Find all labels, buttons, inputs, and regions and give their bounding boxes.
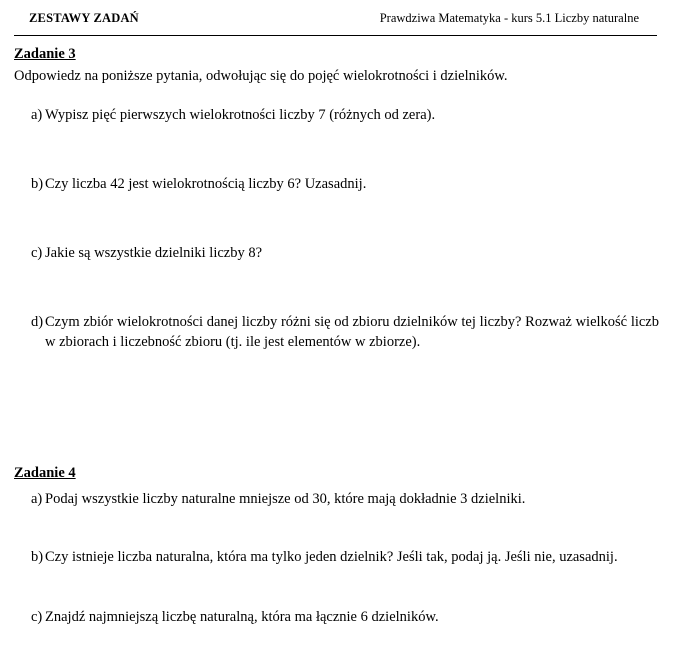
item-label: b) xyxy=(31,175,44,192)
item-label: d) xyxy=(31,314,44,331)
task-block-4 xyxy=(14,464,662,627)
list-item xyxy=(14,175,662,194)
list-item xyxy=(14,244,662,263)
item-text: Czy istnieje liczba naturalna, która ma tylko jeden dzielnik? Jeśli tak, podaj ją. Jeśli nie, uzasadnij. xyxy=(45,549,618,566)
header-right-title: Prawdziwa Matematyka - kurs 5.1 Liczby naturalne xyxy=(379,11,639,25)
list-item xyxy=(14,313,662,352)
list-item xyxy=(14,608,662,627)
item-text: Podaj wszystkie liczby naturalne mniejsze od 30, które mają dokładnie 3 dzielniki. xyxy=(45,491,526,507)
list-item xyxy=(14,490,662,509)
page-header xyxy=(14,11,657,35)
list-item xyxy=(14,548,662,567)
item-text: Jakie są wszystkie dzielniki liczby 8? xyxy=(45,245,263,262)
task-title-3: Zadanie 3 xyxy=(14,46,76,62)
list-item xyxy=(14,106,662,125)
item-label: a) xyxy=(31,491,43,507)
task-intro-3: Odpowiedz na poniższe pytania, odwołując się do pojęć wielokrotności i dzielników. xyxy=(14,68,508,84)
header-divider xyxy=(14,35,657,36)
task-items-3 xyxy=(14,106,662,352)
item-text: Wypisz pięć pierwszych wielokrotności liczby 7 (różnych od zera). xyxy=(45,106,436,123)
item-label: b) xyxy=(31,549,44,566)
item-text: Czy liczba 42 jest wielokrotnością liczby 6? Uzasadnij. xyxy=(45,175,367,192)
item-label: c) xyxy=(31,608,43,625)
item-text: Czym zbiór wielokrotności danej liczby różni się od zbioru dzielników tej liczby? Rozważ wielkość liczb w zbiorach i liczebność zbioru (tj. ile jest elementów w zbiorze). xyxy=(45,314,659,350)
item-label: a) xyxy=(31,106,43,123)
task-block-3 xyxy=(14,45,662,352)
item-text: Znajdź najmniejszą liczbę naturalną, która ma łącznie 6 dzielników. xyxy=(45,608,439,625)
item-label: c) xyxy=(31,245,43,262)
task-title-4: Zadanie 4 xyxy=(14,465,76,481)
header-left-title: ZESTAWY ZADAŃ xyxy=(29,11,139,25)
task-items-4 xyxy=(14,490,662,627)
